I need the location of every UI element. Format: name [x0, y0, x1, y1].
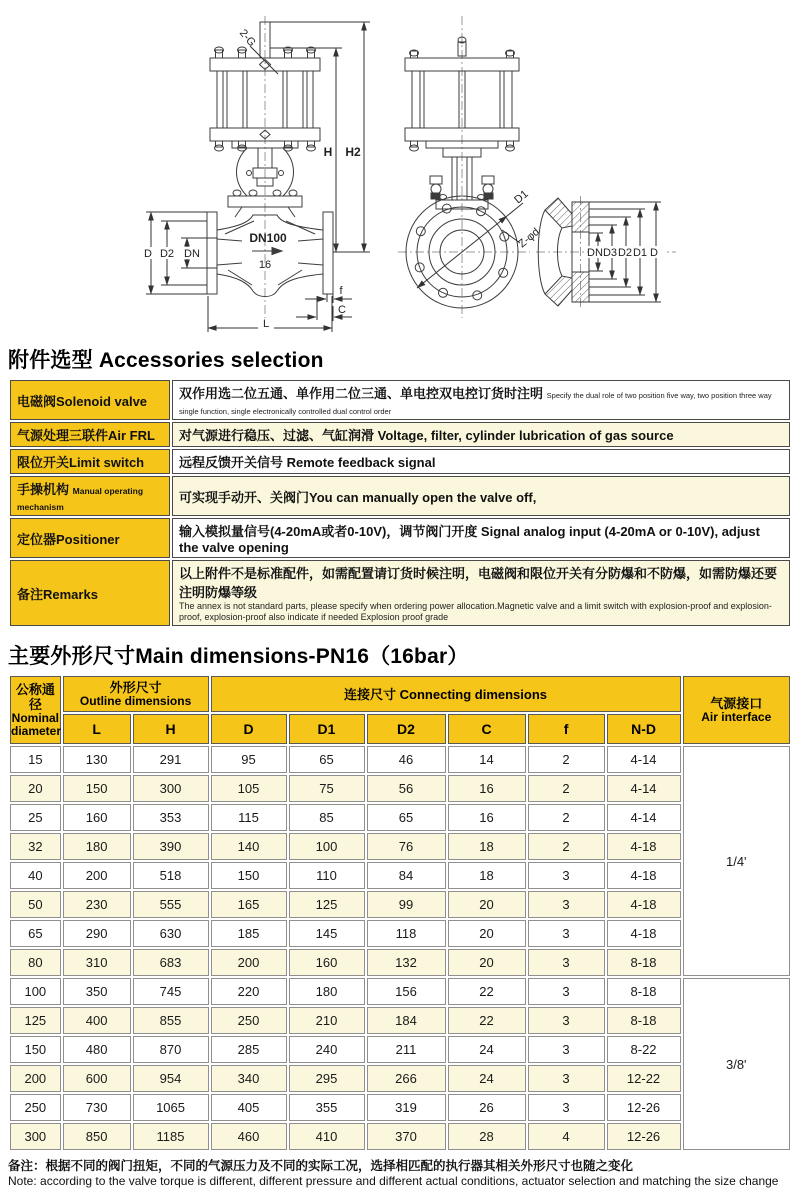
accessory-row-solenoid-valve: [10, 380, 790, 420]
dim-cell: 2: [528, 775, 605, 802]
dim-cell: 165: [211, 891, 287, 918]
dim-cell: 125: [289, 891, 365, 918]
dim-cell: 870: [133, 1036, 209, 1063]
table-row: [10, 1065, 790, 1092]
dim-cell: 4-18: [607, 833, 681, 860]
dim-label-dn: DN: [184, 248, 200, 260]
dim-cell: 160: [63, 804, 131, 831]
dim-cell: 3: [528, 1094, 605, 1121]
dim-cell: 2: [528, 804, 605, 831]
dim-cell: 683: [133, 949, 209, 976]
table-row: [10, 1094, 790, 1121]
dim-cell: 156: [367, 978, 446, 1005]
accessories-title-zh: 附件选型: [8, 349, 93, 372]
air-interface-cell: 1/4': [683, 746, 790, 976]
dim-cell: 20: [448, 920, 526, 947]
dim-cell: 3: [528, 920, 605, 947]
table-row: [10, 1007, 790, 1034]
dimensions-table: [8, 674, 792, 1152]
dim-cell: 480: [63, 1036, 131, 1063]
dim-cell: 855: [133, 1007, 209, 1034]
dim-cell: 300: [10, 1123, 61, 1150]
footnote: [8, 1158, 792, 1189]
dim-cell: 100: [289, 833, 365, 860]
dim-label-f: f: [339, 285, 343, 297]
section-label-d: D: [650, 247, 658, 259]
dim-cell: 150: [63, 775, 131, 802]
dim-cell: 240: [289, 1036, 365, 1063]
dim-cell: 291: [133, 746, 209, 773]
accessory-description: 双作用选二位五通、单作用二位三通、单电控双电控订货时注明 Specify the dual role of two position five way, two position three way single function, single electronically controlled dual control order: [172, 380, 790, 420]
accessory-row-positioner: [10, 518, 790, 558]
dim-cell: 3: [528, 862, 605, 889]
dim-cell: 105: [211, 775, 287, 802]
dim-cell: 28: [448, 1123, 526, 1150]
dim-cell: 4-18: [607, 891, 681, 918]
dim-cell: 65: [289, 746, 365, 773]
accessory-row-manual-mechanism: [10, 476, 790, 516]
header-nominal-diameter: 公称通径 Nominal diameter: [10, 676, 61, 744]
header-col-D: D: [211, 714, 287, 744]
accessory-description: 以上附件不是标准配件，如需配置请订货时候注明，电磁阀和限位开关有分防爆和不防爆，如需防爆还要注明防爆等级 The annex is not standard parts, please specify when ordering power allocation.Magnetic valve and a limit switch with explosion-proof and explosion-proof, explosion-proof also indicate if needed Explosion proof grade: [172, 560, 790, 626]
valve-drawing-svg: [0, 0, 800, 338]
table-row: [10, 1036, 790, 1063]
dim-cell: 184: [367, 1007, 446, 1034]
dim-cell: 518: [133, 862, 209, 889]
dim-cell: 22: [448, 978, 526, 1005]
section-label-d2: D2: [617, 247, 633, 259]
dim-cell: 145: [289, 920, 365, 947]
side-view-drawing: [398, 16, 530, 318]
dim-cell: 20: [10, 775, 61, 802]
dim-cell: 12-22: [607, 1065, 681, 1092]
accessory-description: 输入模拟量信号(4-20mA或者0-10V)，调节阀门开度 Signal analog input (4-20mA or 0-10V), adjust the valve opening: [172, 518, 790, 558]
dim-cell: 300: [133, 775, 209, 802]
dim-cell: 310: [63, 949, 131, 976]
dim-cell: 8-18: [607, 978, 681, 1005]
table-row: [10, 833, 790, 860]
header-col-f: f: [528, 714, 605, 744]
dim-cell: 370: [367, 1123, 446, 1150]
dim-cell: 266: [367, 1065, 446, 1092]
header-col-L: L: [63, 714, 131, 744]
dim-cell: 150: [10, 1036, 61, 1063]
dim-cell: 319: [367, 1094, 446, 1121]
body-model-label: DN100: [249, 231, 287, 245]
accessory-label: 气源处理三联件Air FRL: [10, 422, 170, 447]
dim-cell: 3: [528, 1036, 605, 1063]
dim-cell: 150: [211, 862, 287, 889]
dim-cell: 630: [133, 920, 209, 947]
dim-cell: 295: [289, 1065, 365, 1092]
section-label-d3: D3: [602, 247, 618, 259]
dim-cell: 16: [448, 775, 526, 802]
accessory-label: 限位开关Limit switch: [10, 449, 170, 474]
accessory-row-remarks: [10, 560, 790, 626]
dim-cell: 200: [211, 949, 287, 976]
dim-label-h2: H2: [345, 145, 361, 159]
accessory-label: 电磁阀Solenoid valve: [10, 380, 170, 420]
table-row: [10, 978, 790, 1005]
dim-cell: 56: [367, 775, 446, 802]
dim-cell: 350: [63, 978, 131, 1005]
dim-cell: 85: [289, 804, 365, 831]
accessory-label: 手操机构 Manual operating mechanism: [10, 476, 170, 516]
dim-cell: 76: [367, 833, 446, 860]
dim-cell: 4-14: [607, 804, 681, 831]
dim-cell: 290: [63, 920, 131, 947]
dim-cell: 8-18: [607, 949, 681, 976]
dim-cell: 210: [289, 1007, 365, 1034]
dim-label-d: D: [144, 248, 152, 260]
dim-label-2g: 2-G: [236, 27, 258, 49]
dim-cell: 16: [448, 804, 526, 831]
front-view-dimensions: [141, 22, 370, 332]
dim-cell: 200: [63, 862, 131, 889]
dim-cell: 340: [211, 1065, 287, 1092]
header-col-N-D: N-D: [607, 714, 681, 744]
dim-cell: 118: [367, 920, 446, 947]
dim-cell: 4: [528, 1123, 605, 1150]
table-row: [10, 862, 790, 889]
dim-cell: 850: [63, 1123, 131, 1150]
dim-cell: 75: [289, 775, 365, 802]
dim-cell: 32: [10, 833, 61, 860]
dim-cell: 40: [10, 862, 61, 889]
dim-cell: 3: [528, 891, 605, 918]
dimensions-section-title: [8, 640, 792, 670]
dim-cell: 26: [448, 1094, 526, 1121]
dim-cell: 405: [211, 1094, 287, 1121]
accessory-row-air-frl: [10, 422, 790, 447]
dim-cell: 555: [133, 891, 209, 918]
dim-cell: 95: [211, 746, 287, 773]
dim-cell: 80: [10, 949, 61, 976]
dim-cell: 24: [448, 1036, 526, 1063]
dim-cell: 2: [528, 746, 605, 773]
header-outline-dimensions: 外形尺寸 Outline dimensions: [63, 676, 209, 712]
dim-cell: 84: [367, 862, 446, 889]
header-air-interface: 气源接口 Air interface: [683, 676, 790, 744]
body-pn-label: 16: [258, 259, 272, 271]
dim-label-h: H: [323, 145, 333, 159]
dim-cell: 12-26: [607, 1094, 681, 1121]
dim-cell: 65: [367, 804, 446, 831]
dim-cell: 140: [211, 833, 287, 860]
dim-cell: 3: [528, 978, 605, 1005]
dim-cell: 250: [10, 1094, 61, 1121]
dim-cell: 410: [289, 1123, 365, 1150]
dim-cell: 3: [528, 1007, 605, 1034]
dim-cell: 130: [63, 746, 131, 773]
accessories-section-title: [8, 344, 792, 374]
dim-cell: 390: [133, 833, 209, 860]
dim-label-z-phi-d: Z-φd: [516, 225, 543, 251]
dimensions-title-text: 主要外形尺寸Main dimensions-PN16（16bar）: [8, 645, 469, 668]
dim-cell: 730: [63, 1094, 131, 1121]
dim-cell: 15: [10, 746, 61, 773]
dim-cell: 65: [10, 920, 61, 947]
dim-cell: 355: [289, 1094, 365, 1121]
dim-cell: 22: [448, 1007, 526, 1034]
dim-cell: 3: [528, 1065, 605, 1092]
table-row: [10, 775, 790, 802]
table-row: [10, 1123, 790, 1150]
dim-cell: 954: [133, 1065, 209, 1092]
dim-cell: 2: [528, 833, 605, 860]
dim-cell: 125: [10, 1007, 61, 1034]
dim-cell: 600: [63, 1065, 131, 1092]
header-connecting-dimensions: 连接尺寸 Connecting dimensions: [211, 676, 681, 712]
dim-cell: 20: [448, 949, 526, 976]
dim-cell: 115: [211, 804, 287, 831]
dim-cell: 132: [367, 949, 446, 976]
dim-cell: 12-26: [607, 1123, 681, 1150]
dim-cell: 250: [211, 1007, 287, 1034]
table-row: [10, 891, 790, 918]
dim-cell: 8-22: [607, 1036, 681, 1063]
accessory-description: 对气源进行稳压、过滤、气缸润滑 Voltage, filter, cylinder lubrication of gas source: [172, 422, 790, 447]
dim-cell: 18: [448, 833, 526, 860]
dim-cell: 230: [63, 891, 131, 918]
dim-cell: 353: [133, 804, 209, 831]
dim-label-d1-side: D1: [512, 188, 531, 207]
dim-cell: 180: [63, 833, 131, 860]
dim-cell: 745: [133, 978, 209, 1005]
dim-cell: 200: [10, 1065, 61, 1092]
table-row: [10, 804, 790, 831]
table-row: [10, 920, 790, 947]
dimensions-tbody: [10, 746, 790, 1150]
dim-cell: 460: [211, 1123, 287, 1150]
dim-cell: 20: [448, 891, 526, 918]
dim-cell: 24: [448, 1065, 526, 1092]
dim-cell: 4-18: [607, 920, 681, 947]
dim-cell: 180: [289, 978, 365, 1005]
dim-cell: 1065: [133, 1094, 209, 1121]
dim-cell: 160: [289, 949, 365, 976]
footnote-en: Note: according to the valve torque is different, different pressure and different actual conditions, actuator selection and matching the size change: [8, 1174, 779, 1188]
section-label-d1: D1: [632, 247, 648, 259]
dim-cell: 4-14: [607, 775, 681, 802]
dim-cell: 8-18: [607, 1007, 681, 1034]
header-col-D2: D2: [367, 714, 446, 744]
dim-cell: 99: [367, 891, 446, 918]
dim-cell: 3: [528, 949, 605, 976]
accessories-table: [8, 378, 792, 628]
accessory-label: 定位器Positioner: [10, 518, 170, 558]
dim-cell: 18: [448, 862, 526, 889]
technical-drawings: [0, 0, 800, 338]
header-col-H: H: [133, 714, 209, 744]
table-row: [10, 746, 790, 773]
accessory-description: 可实现手动开、关阀门You can manually open the valve off,: [172, 476, 790, 516]
accessory-label: 备注Remarks: [10, 560, 170, 626]
accessory-row-limit-switch: [10, 449, 790, 474]
dim-cell: 220: [211, 978, 287, 1005]
dim-cell: 4-14: [607, 746, 681, 773]
dim-cell: 400: [63, 1007, 131, 1034]
dim-cell: 185: [211, 920, 287, 947]
dim-cell: 50: [10, 891, 61, 918]
dim-label-c: C: [338, 304, 346, 316]
header-col-C: C: [448, 714, 526, 744]
dim-cell: 4-18: [607, 862, 681, 889]
dim-cell: 14: [448, 746, 526, 773]
dim-label-l: L: [262, 318, 270, 330]
front-view-drawing: [207, 16, 333, 334]
accessory-description: 远程反馈开关信号 Remote feedback signal: [172, 449, 790, 474]
accessories-title-en: Accessories selection: [98, 349, 324, 372]
dim-label-d2: D2: [159, 248, 175, 260]
dim-cell: 211: [367, 1036, 446, 1063]
dim-cell: 100: [10, 978, 61, 1005]
dim-cell: 25: [10, 804, 61, 831]
dim-cell: 1185: [133, 1123, 209, 1150]
footnote-zh: 备注：根据不同的阀门扭矩，不同的气源压力及不同的实际工况，选择相匹配的执行器其相关外形尺寸也随之变化: [8, 1159, 634, 1173]
header-col-D1: D1: [289, 714, 365, 744]
dim-cell: 285: [211, 1036, 287, 1063]
dim-cell: 110: [289, 862, 365, 889]
dim-cell: 46: [367, 746, 446, 773]
section-label-dn: DN: [587, 247, 603, 259]
table-row: [10, 949, 790, 976]
air-interface-cell: 3/8': [683, 978, 790, 1150]
